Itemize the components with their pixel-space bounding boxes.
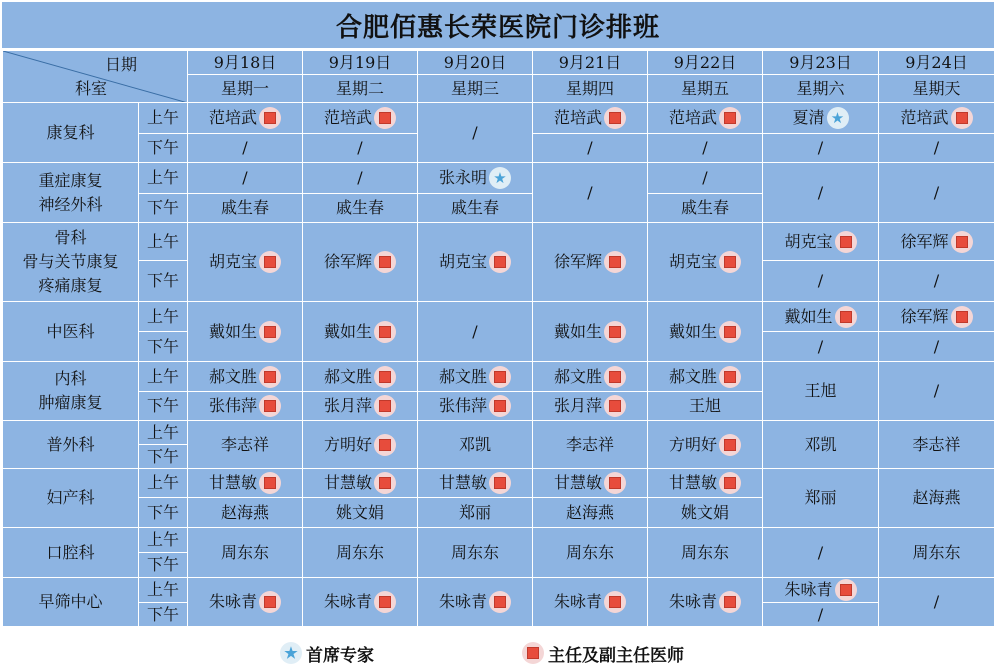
doctor-name: 郝文胜 (208, 366, 257, 386)
dept-rehab: 康复科 (3, 103, 139, 163)
doctor-name: 朱咏青 (208, 592, 257, 611)
dept-dental: 口腔科 (3, 528, 139, 578)
doctor-name: 郑丽 (763, 469, 879, 528)
doctor-name: 胡克宝 (784, 231, 833, 251)
doctor-name: 夏清 (792, 108, 825, 127)
doctor-name: 范培武 (900, 108, 949, 127)
weekday-cell: 星期天 (879, 75, 995, 103)
doctor-name: 郑丽 (418, 498, 533, 528)
doctor-name: 戚生春 (648, 194, 763, 223)
slash: / (188, 163, 303, 194)
doctor-name: 朱咏青 (668, 592, 717, 611)
slash: / (648, 163, 763, 194)
star-icon: ★ (280, 642, 302, 664)
red-square-icon (259, 321, 281, 343)
dept-obgyn: 妇产科 (3, 469, 139, 528)
doctor-name: 甘慧敏 (323, 473, 372, 492)
doctor-name: 胡克宝 (438, 252, 487, 271)
slash: / (188, 134, 303, 163)
red-square-icon (951, 306, 973, 328)
slash: / (418, 103, 533, 163)
doctor-name: 张月萍 (323, 396, 372, 415)
period-pm: 下午 (139, 445, 188, 469)
red-square-icon (374, 395, 396, 417)
weekday-cell: 星期五 (648, 75, 763, 103)
doctor-name: 张伟萍 (208, 396, 257, 415)
period-am: 上午 (139, 223, 188, 261)
red-square-icon (489, 472, 511, 494)
legend-chief-expert (280, 640, 374, 666)
red-square-icon (374, 472, 396, 494)
dept-tcm: 中医科 (3, 302, 139, 362)
header-corner (3, 51, 188, 103)
doctor-name: 朱咏青 (784, 580, 833, 599)
period-pm: 下午 (139, 392, 188, 421)
red-square-icon (259, 107, 281, 129)
slash: / (879, 362, 995, 421)
red-square-icon (604, 251, 626, 273)
period-am: 上午 (139, 528, 188, 553)
red-square-icon (604, 591, 626, 613)
doctor-name: 赵海燕 (533, 498, 648, 528)
doctor-name: 徐军辉 (900, 306, 949, 326)
doctor-name: 胡克宝 (668, 252, 717, 271)
weekday-cell: 星期三 (418, 75, 533, 103)
doctor-name: 赵海燕 (879, 469, 995, 528)
doctor-name: 徐军辉 (323, 252, 372, 271)
red-square-icon (374, 366, 396, 388)
doctor-name: 周东东 (533, 528, 648, 578)
slash: / (533, 134, 648, 163)
red-square-icon (374, 107, 396, 129)
slash: / (303, 134, 418, 163)
doctor-name: 范培武 (323, 108, 372, 127)
period-am: 上午 (139, 578, 188, 603)
date-cell: 9月21日 (533, 51, 648, 75)
red-square-icon (951, 107, 973, 129)
period-am: 上午 (139, 163, 188, 194)
date-cell: 9月24日 (879, 51, 995, 75)
doctor-name: 张伟萍 (438, 396, 487, 415)
slash: / (533, 163, 648, 223)
doctor-name: 王旭 (648, 392, 763, 421)
weekday-cell: 星期四 (533, 75, 648, 103)
red-square-icon (604, 472, 626, 494)
red-square-icon (604, 395, 626, 417)
doctor-name: 范培武 (208, 108, 257, 127)
dept-surgery: 普外科 (3, 421, 139, 469)
doctor-name: 郝文胜 (438, 366, 487, 386)
doctor-name: 徐军辉 (900, 231, 949, 251)
red-square-icon (374, 434, 396, 456)
slash: / (763, 163, 879, 223)
doctor-name: 李志祥 (533, 421, 648, 469)
doctor-name: 方明好 (323, 434, 372, 454)
doctor-name: 郝文胜 (553, 366, 602, 386)
doctor-name: 郝文胜 (668, 366, 717, 386)
slash: / (303, 163, 418, 194)
slash: / (763, 134, 879, 163)
doctor-name: 赵海燕 (188, 498, 303, 528)
slash: / (763, 332, 879, 362)
doctor-name: 张永明 (438, 168, 487, 187)
red-square-icon (719, 251, 741, 273)
red-square-icon (489, 366, 511, 388)
dept-screening: 早筛中心 (3, 578, 139, 627)
doctor-name: 周东东 (303, 528, 418, 578)
weekday-cell: 星期六 (763, 75, 879, 103)
doctor-name: 戴如生 (323, 321, 372, 341)
slash: / (879, 261, 995, 302)
doctor-name: 方明好 (668, 434, 717, 454)
red-square-icon (719, 107, 741, 129)
period-pm: 下午 (139, 134, 188, 163)
doctor-name: 姚文娟 (303, 498, 418, 528)
slash: / (879, 163, 995, 223)
date-cell: 9月19日 (303, 51, 418, 75)
red-square-icon (374, 591, 396, 613)
date-cell: 9月18日 (188, 51, 303, 75)
period-pm: 下午 (139, 498, 188, 528)
dept-label: 科室 (75, 79, 108, 98)
period-am: 上午 (139, 469, 188, 498)
slash: / (879, 332, 995, 362)
red-square-icon (719, 321, 741, 343)
doctor-name: 戴如生 (208, 321, 257, 341)
period-am: 上午 (139, 421, 188, 445)
doctor-name: 王旭 (763, 362, 879, 421)
red-square-icon (489, 251, 511, 273)
slash: / (879, 578, 995, 627)
red-square-icon (259, 251, 281, 273)
dept-internal: 内科 肿瘤康复 (3, 362, 139, 421)
period-am: 上午 (139, 302, 188, 332)
red-square-icon (259, 591, 281, 613)
date-label: 日期 (104, 55, 137, 74)
doctor-name: 戚生春 (303, 194, 418, 223)
page-title: 合肥佰惠长荣医院门诊排班 (2, 2, 994, 48)
doctor-name: 周东东 (188, 528, 303, 578)
red-square-icon (259, 366, 281, 388)
period-pm: 下午 (139, 261, 188, 302)
red-square-icon (719, 366, 741, 388)
date-cell: 9月20日 (418, 51, 533, 75)
doctor-name: 范培武 (668, 108, 717, 127)
slash: / (648, 134, 763, 163)
date-cell: 9月23日 (763, 51, 879, 75)
doctor-name: 徐军辉 (553, 252, 602, 271)
period-am: 上午 (139, 362, 188, 392)
doctor-name: 朱咏青 (438, 592, 487, 611)
red-square-icon (719, 472, 741, 494)
doctor-name: 朱咏青 (323, 592, 372, 611)
red-square-icon (259, 472, 281, 494)
slash: / (763, 261, 879, 302)
red-square-icon (522, 642, 544, 664)
period-pm: 下午 (139, 194, 188, 223)
doctor-name: 戴如生 (553, 321, 602, 341)
red-square-icon (374, 251, 396, 273)
doctor-name: 周东东 (418, 528, 533, 578)
doctor-name: 周东东 (648, 528, 763, 578)
red-square-icon (374, 321, 396, 343)
doctor-name: 戴如生 (668, 321, 717, 341)
weekday-cell: 星期一 (188, 75, 303, 103)
doctor-name: 邓凯 (763, 421, 879, 469)
date-cell: 9月22日 (648, 51, 763, 75)
weekday-cell: 星期二 (303, 75, 418, 103)
red-square-icon (835, 231, 857, 253)
dept-ortho: 骨科 骨与关节康复 疼痛康复 (3, 223, 139, 302)
red-square-icon (719, 434, 741, 456)
doctor-name: 邓凯 (418, 421, 533, 469)
doctor-name: 郝文胜 (323, 366, 372, 386)
period-am: 上午 (139, 103, 188, 134)
legend-director (522, 640, 684, 666)
period-pm: 下午 (139, 332, 188, 362)
doctor-name: 张月萍 (553, 396, 602, 415)
doctor-name: 甘慧敏 (553, 473, 602, 492)
dept-severe-neuro: 重症康复 神经外科 (3, 163, 139, 223)
doctor-name: 戚生春 (188, 194, 303, 223)
doctor-name: 甘慧敏 (208, 473, 257, 492)
doctor-name: 姚文娟 (648, 498, 763, 528)
period-pm: 下午 (139, 603, 188, 627)
doctor-name: 甘慧敏 (438, 473, 487, 492)
legend-label: 主任及副主任医师 (548, 645, 684, 666)
slash: / (418, 302, 533, 362)
red-square-icon (604, 321, 626, 343)
star-icon: ★ (827, 107, 849, 129)
schedule-table (2, 50, 995, 627)
red-square-icon (604, 366, 626, 388)
slash: / (879, 134, 995, 163)
star-icon: ★ (489, 167, 511, 189)
slash: / (763, 603, 879, 627)
doctor-name: 周东东 (879, 528, 995, 578)
slash: / (763, 528, 879, 578)
red-square-icon (719, 591, 741, 613)
red-square-icon (259, 395, 281, 417)
doctor-name: 朱咏青 (553, 592, 602, 611)
doctor-name: 李志祥 (879, 421, 995, 469)
doctor-name: 戴如生 (784, 306, 833, 326)
red-square-icon (489, 591, 511, 613)
legend-label: 首席专家 (306, 645, 374, 666)
doctor-name: 胡克宝 (208, 252, 257, 271)
red-square-icon (604, 107, 626, 129)
doctor-name: 李志祥 (188, 421, 303, 469)
doctor-name: 甘慧敏 (668, 473, 717, 492)
red-square-icon (951, 231, 973, 253)
red-square-icon (835, 579, 857, 601)
period-pm: 下午 (139, 553, 188, 578)
red-square-icon (489, 395, 511, 417)
doctor-name: 戚生春 (418, 194, 533, 223)
doctor-name: 范培武 (553, 108, 602, 127)
red-square-icon (835, 306, 857, 328)
